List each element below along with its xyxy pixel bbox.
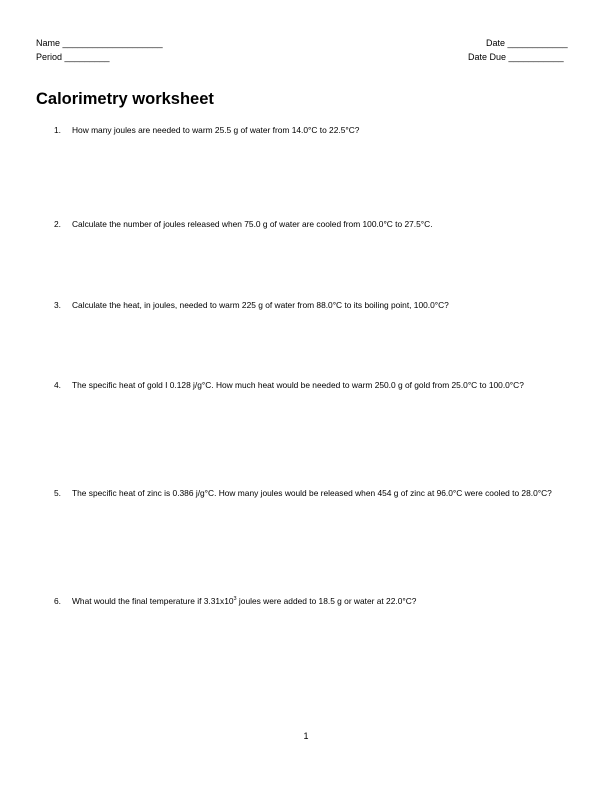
question-2 bbox=[54, 218, 574, 232]
question-text: The specific heat of gold I 0.128 j/g°C. How much heat would be needed to warm 250.0 g of gold from 25.0°C to 100.0°C? bbox=[72, 380, 524, 390]
question-text-end: joules were added to 18.5 g or water at 22.0°C? bbox=[236, 596, 417, 606]
question-text: Calculate the number of joules released when 75.0 g of water are cooled from 100.0°C to 27.5°C. bbox=[72, 219, 433, 229]
question-text bbox=[72, 595, 574, 609]
question-6 bbox=[54, 595, 574, 609]
question-1 bbox=[54, 124, 574, 138]
question-3 bbox=[54, 299, 574, 313]
page-number: 1 bbox=[303, 731, 309, 741]
header-name: Name ____________________ bbox=[36, 38, 163, 48]
question-text: Calculate the heat, in joules, needed to warm 225 g of water from 88.0°C to its boiling point, 100.0°C? bbox=[72, 300, 449, 310]
page-title: Calorimetry worksheet bbox=[36, 90, 214, 108]
question-text: How many joules are needed to warm 25.5 g of water from 14.0°C to 22.5°C? bbox=[72, 125, 360, 135]
question-number: 4. bbox=[54, 380, 61, 390]
header-period: Period _________ bbox=[36, 52, 110, 62]
question-4 bbox=[54, 379, 574, 393]
question-text-start: What would the final temperature if 3.31x10 bbox=[72, 596, 234, 606]
question-number: 5. bbox=[54, 488, 61, 498]
header-date: Date ____________ bbox=[486, 38, 568, 48]
question-number: 6. bbox=[54, 596, 61, 606]
header-date-due: Date Due ___________ bbox=[468, 52, 564, 62]
question-number: 3. bbox=[54, 300, 61, 310]
question-number: 2. bbox=[54, 219, 61, 229]
question-number: 1. bbox=[54, 125, 61, 135]
question-text: The specific heat of zinc is 0.386 j/g°C. How many joules would be released when 454 g of zinc at 96.0°C were cooled to 28.0°C? bbox=[72, 488, 552, 498]
question-5 bbox=[54, 487, 574, 501]
exponent: 3 bbox=[233, 596, 237, 603]
